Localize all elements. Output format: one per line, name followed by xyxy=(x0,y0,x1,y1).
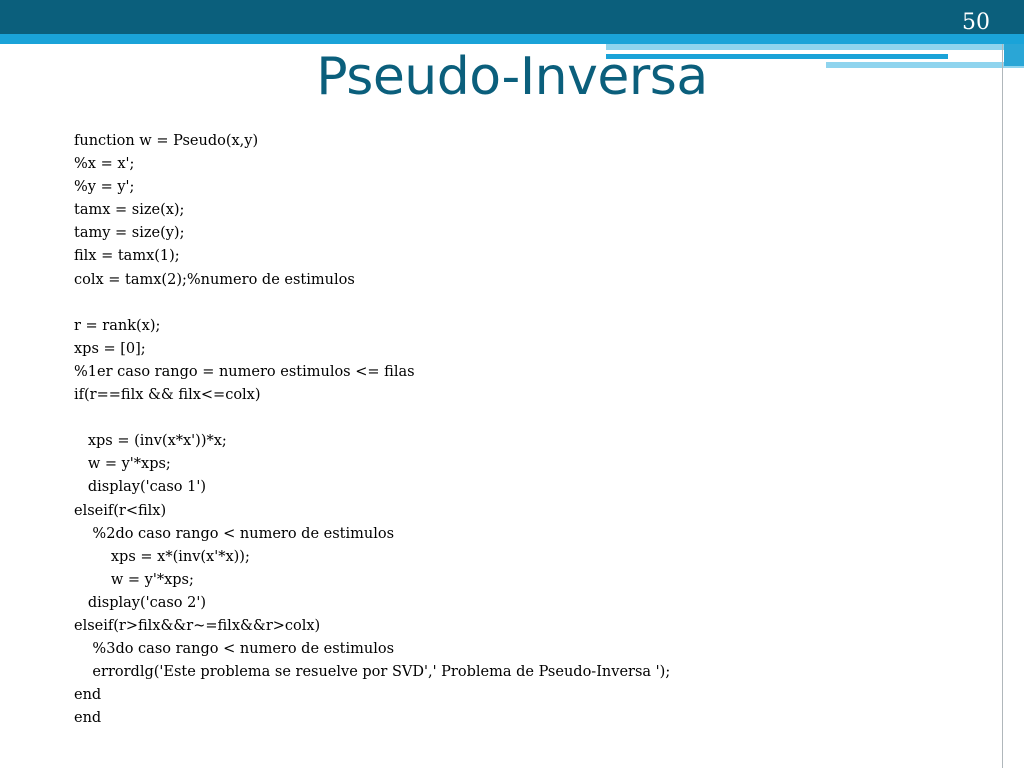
header-band-dark xyxy=(0,0,1024,34)
code-line: xps = [0]; xyxy=(74,340,146,357)
code-line: %2do caso rango < numero de estimulos xyxy=(74,525,395,542)
code-line xyxy=(74,407,670,430)
code-line: %3do caso rango < numero de estimulos xyxy=(74,641,395,658)
code-line: filx = tamx(1); xyxy=(74,248,180,265)
code-line: %x = x'; xyxy=(74,156,135,173)
code-line: w = y'*xps; xyxy=(74,456,171,473)
code-line: end xyxy=(74,687,102,704)
code-line: %1er caso rango = numero estimulos <= filas xyxy=(74,363,415,380)
code-line: tamy = size(y); xyxy=(74,225,185,242)
code-line: xps = (inv(x*x'))*x; xyxy=(74,433,227,450)
code-line: if(r==filx && filx<=colx) xyxy=(74,387,261,404)
code-line: r = rank(x); xyxy=(74,317,161,334)
code-line: w = y'*xps; xyxy=(74,571,194,588)
code-line: tamx = size(x); xyxy=(74,202,185,219)
code-line: function w = Pseudo(x,y) xyxy=(74,133,259,149)
slide-title: Pseudo-Inversa xyxy=(316,47,708,107)
code-line: colx = tamx(2);%numero de estimulos xyxy=(74,271,355,288)
code-line: elseif(r<filx) xyxy=(74,502,167,519)
code-line xyxy=(74,292,670,315)
code-line: xps = x*(inv(x'*x)); xyxy=(74,548,250,565)
code-line: end xyxy=(74,710,102,727)
code-line: display('caso 1') xyxy=(74,479,207,496)
code-line: errordlg('Este problema se resuelve por SVD',' Problema de Pseudo-Inversa '); xyxy=(74,664,671,681)
code-block xyxy=(74,130,670,730)
code-line: elseif(r>filx&&r~=filx&&r>colx) xyxy=(74,617,321,634)
code-line: %y = y'; xyxy=(74,179,135,196)
right-divider-line xyxy=(1002,44,1003,768)
code-line: display('caso 2') xyxy=(74,594,207,611)
slide-number: 50 xyxy=(962,10,990,35)
header-band-blue xyxy=(0,34,1024,44)
